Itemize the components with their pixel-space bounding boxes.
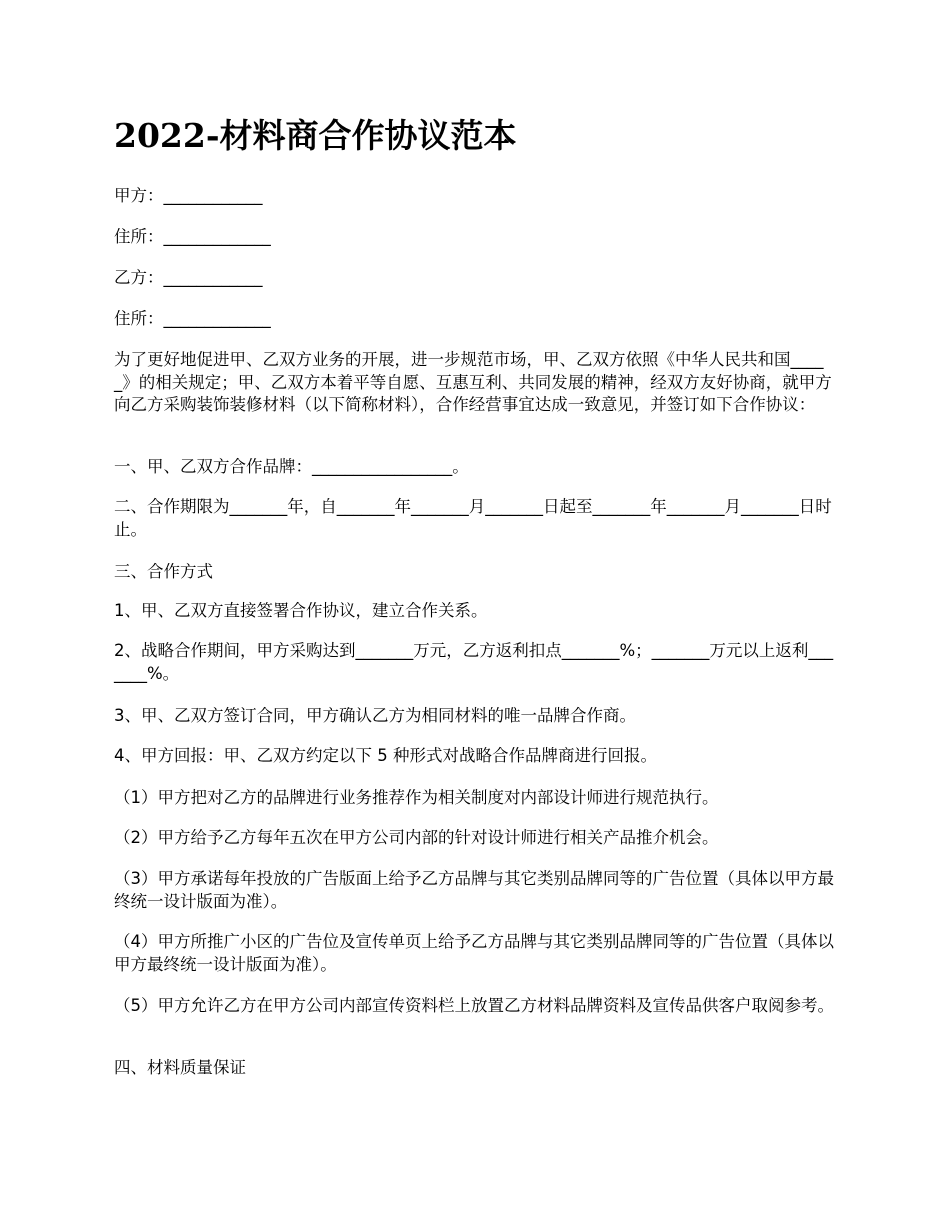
reward-item-2: （2）甲方给予乙方每年五次在甲方公司内部的针对设计师进行相关产品推介机会。 — [114, 828, 719, 847]
clause-1-brand: 一、甲、乙双方合作品牌：_________________。 — [114, 457, 469, 476]
preamble-paragraph: 为了更好地促进甲、乙双方业务的开展，进一步规范市场，甲、乙双方依照《中华人民共和国_____》的相关规定；甲、乙双方本着平等自愿、互惠互利、共同发展的精神，经双方友好协商，就甲方向乙方采购装饰装修材料（以下简称材料），合作经营事宜达成一致意见，并签订如下合作协议： — [114, 350, 832, 414]
document-title: 2022-材料商合作协议范本 — [114, 116, 517, 155]
party-b-address-field: 住所：_____________ — [114, 309, 271, 328]
party-b-field: 乙方：____________ — [114, 268, 263, 287]
reward-item-1: （1）甲方把对乙方的品牌进行业务推荐作为相关制度对内部设计师进行规范执行。 — [114, 788, 719, 807]
clause-2-term: 二、合作期限为_______年，自_______年_______月_______日起至_______年_______月_______日时止。 — [114, 497, 832, 539]
clause-3-item-1: 1、甲、乙双方直接签署合作协议，建立合作关系。 — [114, 601, 488, 620]
party-a-field: 甲方：____________ — [114, 186, 263, 205]
reward-item-5: （5）甲方允许乙方在甲方公司内部宣传资料栏上放置乙方材料品牌资料及宣传品供客户取阅参考。 — [114, 996, 834, 1015]
party-a-address-field: 住所：_____________ — [114, 227, 271, 246]
reward-item-4: （4）甲方所推广小区的广告位及宣传单页上给予乙方品牌与其它类别品牌同等的广告位置（具体以甲方最终统一设计版面为准）。 — [114, 932, 834, 974]
clause-4-heading: 四、材料质量保证 — [114, 1058, 246, 1077]
clause-3-heading: 三、合作方式 — [114, 562, 213, 581]
clause-3-item-2: 2、战略合作期间，甲方采购达到_______万元，乙方返利扣点_______%；_______万元以上返利_______%。 — [114, 641, 834, 683]
clause-3-item-3: 3、甲、乙双方签订合同，甲方确认乙方为相同材料的唯一品牌合作商。 — [114, 706, 636, 725]
reward-item-3: （3）甲方承诺每年投放的广告版面上给予乙方品牌与其它类别品牌同等的广告位置（具体以甲方最终统一设计版面为准）。 — [114, 869, 834, 911]
clause-3-item-4: 4、甲方回报：甲、乙双方约定以下 5 种形式对战略合作品牌商进行回报。 — [114, 746, 657, 765]
